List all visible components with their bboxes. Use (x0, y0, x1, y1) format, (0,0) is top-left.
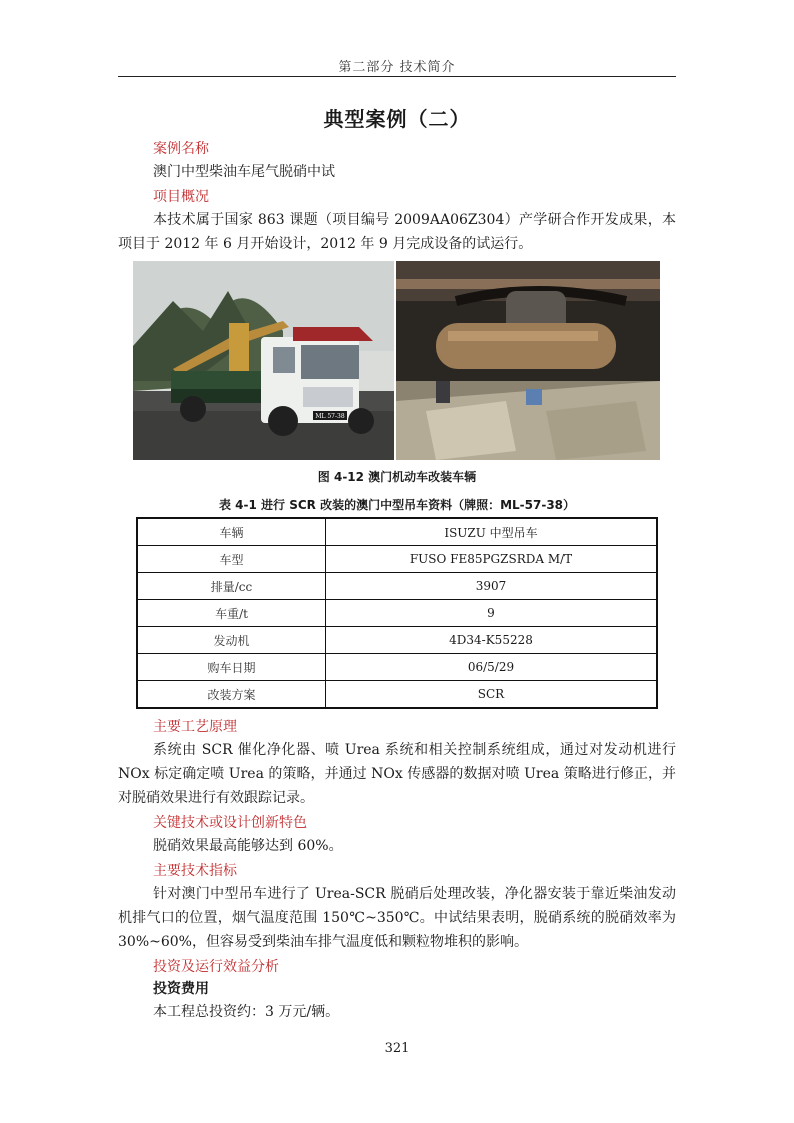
overview-text: 本技术属于国家 863 课题（项目编号 2009AA06Z304）产学研合作开发成果，本项目于 2012 年 6 月开始设计，2012 年 9 月完成设备的试运行。 (118, 212, 676, 252)
content-bottom (118, 716, 676, 1024)
row-label: 发动机 (137, 627, 326, 654)
heading-principle: 主要工艺原理 (153, 719, 237, 735)
heading-overview: 项目概况 (153, 189, 209, 205)
innovation-text: 脱硝效果最高能够达到 60%。 (153, 838, 343, 854)
table-row (137, 546, 657, 573)
heading-case-name: 案例名称 (153, 141, 209, 157)
row-label: 车型 (137, 546, 326, 573)
page-title: 典型案例（二） (323, 107, 471, 131)
page-number: 321 (384, 1041, 410, 1056)
case-name-text: 澳门中型柴油车尾气脱硝中试 (153, 164, 335, 180)
table-caption: 表 4-1 进行 SCR 改装的澳门中型吊车资料（牌照：ML-57-38） (218, 498, 576, 512)
running-header: 第二部分 技术简介 (338, 60, 456, 75)
row-value: 9 (326, 600, 658, 627)
heading-indicators: 主要技术指标 (153, 863, 237, 879)
truck-photo (133, 261, 394, 460)
license-plate-text: ML 57-38 (315, 413, 345, 420)
table-row (137, 600, 657, 627)
row-label: 车辆 (137, 518, 326, 546)
table-row (137, 627, 657, 654)
indicators-text: 针对澳门中型吊车进行了 Urea-SCR 脱硝后处理改装，净化器安装于靠近柴油发动机排气口的位置，烟气温度范围 150℃~350℃。中试结果表明，脱硝系统的脱硝效率为 30%~60%，但容易受到柴油车排气温度低和颗粒物堆积的影响。 (118, 886, 676, 950)
row-label: 改装方案 (137, 681, 326, 709)
figure-photos (133, 261, 660, 460)
table-row (137, 573, 657, 600)
table-row (137, 681, 657, 709)
row-label: 排量/cc (137, 573, 326, 600)
row-value: 06/5/29 (326, 654, 658, 681)
row-label: 购车日期 (137, 654, 326, 681)
investment-text: 本工程总投资约：3 万元/辆。 (153, 1004, 340, 1020)
spec-table (136, 517, 658, 709)
principle-text: 系统由 SCR 催化净化器、喷 Urea 系统和相关控制系统组成，通过对发动机进行 NOx 标定确定喷 Urea 的策略，并通过 NOx 传感器的数据对喷 Urea 策略进行修正，并对脱硝效果进行有效跟踪记录。 (118, 742, 676, 806)
heading-innovation: 关键技术或设计创新特色 (153, 815, 307, 831)
row-value: SCR (326, 681, 658, 709)
table-row (137, 518, 657, 546)
row-label: 车重/t (137, 600, 326, 627)
row-value: 3907 (326, 573, 658, 600)
content-top (118, 138, 676, 256)
row-value: FUSO FE85PGZSRDA M/T (326, 546, 658, 573)
investment-subheading: 投资费用 (153, 981, 209, 997)
exhaust-photo (396, 261, 660, 460)
row-value: 4D34-K55228 (326, 627, 658, 654)
heading-investment: 投资及运行效益分析 (153, 959, 279, 975)
figure-caption: 图 4-12 澳门机动车改装车辆 (317, 470, 477, 484)
header-rule (118, 76, 676, 77)
row-value: ISUZU 中型吊车 (326, 518, 658, 546)
table-row (137, 654, 657, 681)
